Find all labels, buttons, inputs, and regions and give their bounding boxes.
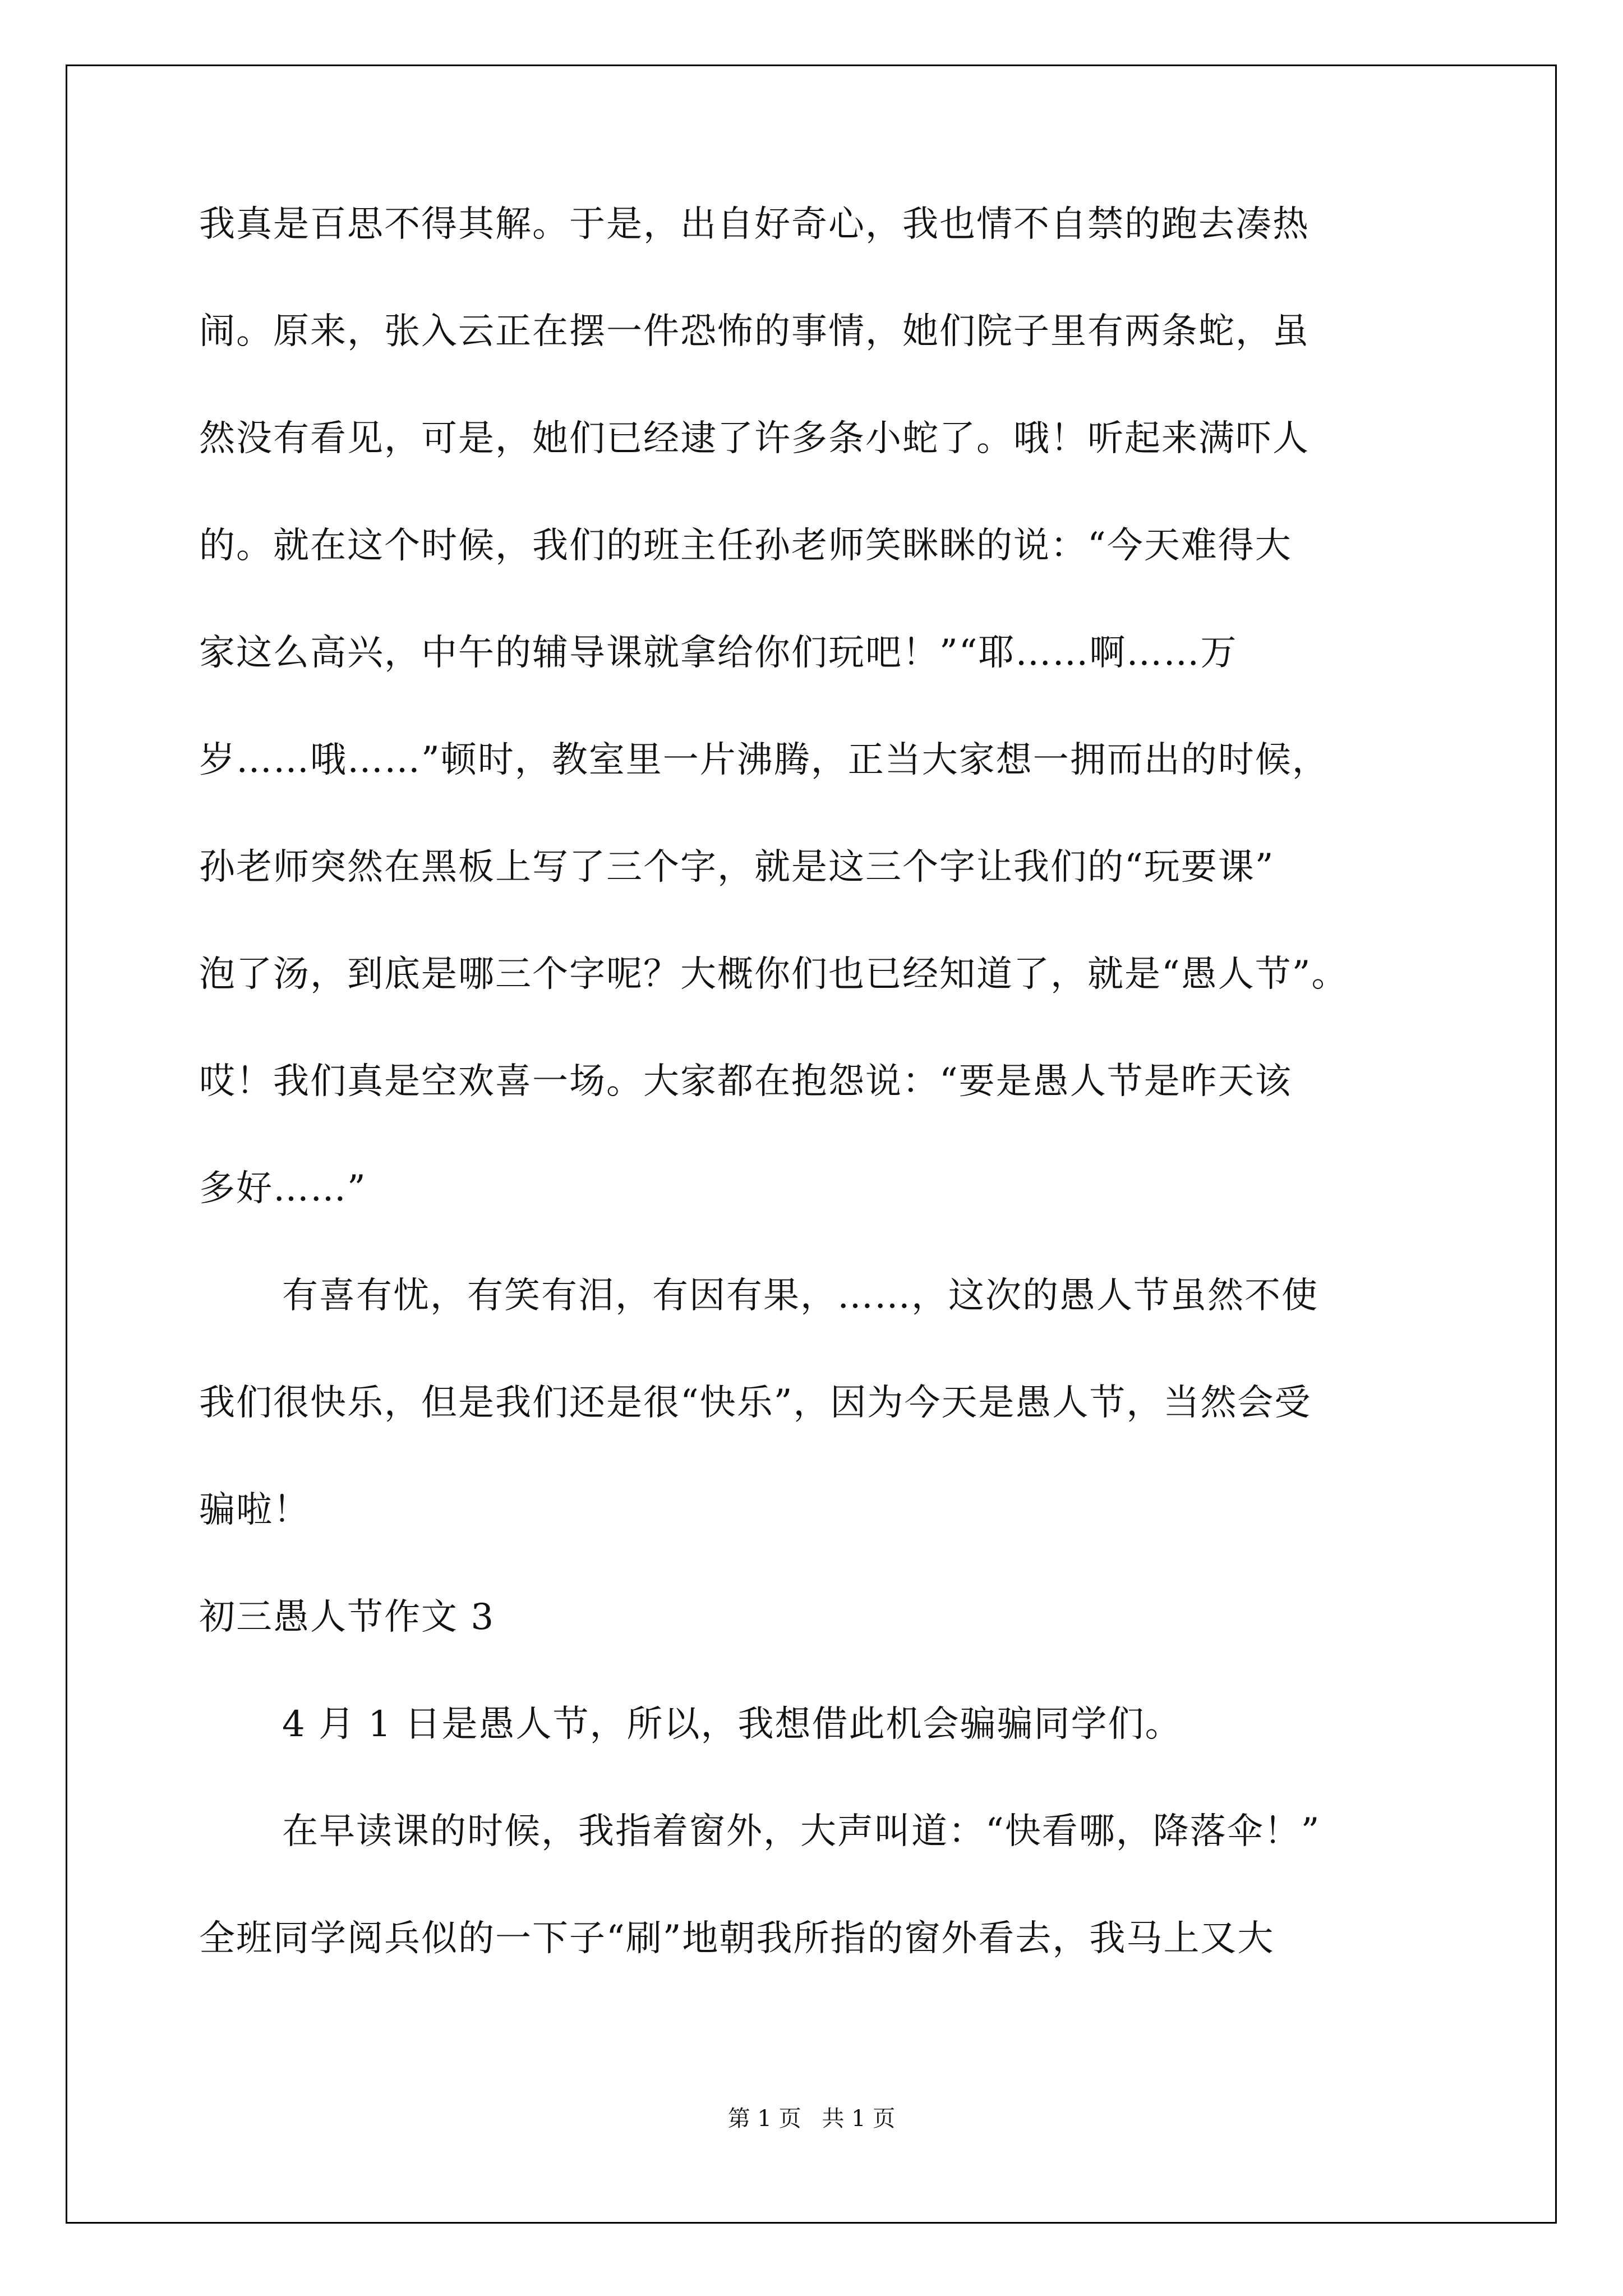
text-line: 全班同学阅兵似的一下子“刷”地朝我所指的窗外看去，我马上又大 — [199, 1918, 1275, 1959]
text-line: 我真是百思不得其解。于是，出自好奇心，我也情不自禁的跑去凑热 — [199, 204, 1310, 245]
page-border — [66, 65, 1557, 2224]
text-line: 孙老师突然在黑板上写了三个字，就是这三个字让我们的“玩要课” — [199, 846, 1275, 888]
text-line: 岁……哦……”顿时，教室里一片沸腾，正当大家想一拥而出的时候， — [199, 739, 1329, 781]
paragraph-start: 有喜有忧，有笑有泪，有因有果，……，这次的愚人节虽然不使 — [282, 1275, 1318, 1317]
text-line: 家这么高兴，中午的辅导课就拿给你们玩吧！”“耶……啊……万 — [199, 632, 1238, 674]
text-line: 的。就在这个时候，我们的班主任孙老师笑眯眯的说：“今天难得大 — [199, 525, 1292, 567]
page-footer — [0, 2101, 1623, 2133]
text-line: 我们很快乐，但是我们还是很“快乐”，因为今天是愚人节，当然会受 — [199, 1382, 1312, 1424]
text-line: 然没有看见，可是，她们已经逮了许多条小蛇了。哦！听起来满吓人 — [199, 418, 1310, 459]
text-line: 骗啦！ — [199, 1489, 310, 1531]
page-number: 第 1 页 — [727, 2106, 801, 2132]
section-heading: 初三愚人节作文 3 — [199, 1596, 495, 1638]
text-line: 闹。原来，张入云正在摆一件恐怖的事情，她们院子里有两条蛇，虽 — [199, 311, 1310, 352]
page-total: 共 1 页 — [822, 2106, 896, 2132]
text-line: 哎！我们真是空欢喜一场。大家都在抱怨说：“要是愚人节是昨天该 — [199, 1061, 1292, 1102]
text-line: 多好……” — [199, 1168, 367, 1209]
paragraph-start: 在早读课的时候，我指着窗外，大声叫道：“快看哪，降落伞！” — [282, 1811, 1321, 1852]
paragraph-start: 4 月 1 日是愚人节，所以，我想借此机会骗骗同学们。 — [282, 1704, 1182, 1745]
text-line: 泡了汤，到底是哪三个字呢？大概你们也已经知道了，就是“愚人节”。 — [199, 954, 1349, 995]
